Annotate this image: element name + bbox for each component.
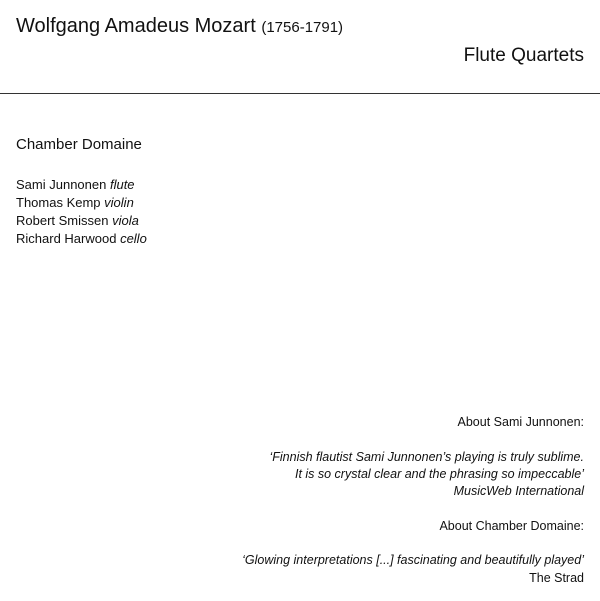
spacer [242, 431, 584, 448]
ensemble-name: Chamber Domaine [16, 136, 142, 153]
performer-instrument: flute [109, 177, 135, 192]
review-quote-line: ‘Glowing interpretations [...] fascinating and beautifully played’ [242, 553, 584, 568]
performer-name: Richard Harwood [16, 231, 117, 246]
performer-instrument: viola [112, 213, 139, 228]
composer-name: Wolfgang Amadeus Mozart [16, 15, 256, 37]
composer-heading [16, 13, 343, 41]
performer-instrument: cello [120, 231, 147, 246]
review-source: MusicWeb International [453, 484, 584, 499]
work-title: Flute Quartets [463, 45, 584, 66]
performer-list [16, 176, 147, 248]
review-quote-line: It is so crystal clear and the phrasing so impeccable’ [294, 466, 584, 481]
performer-item [16, 212, 147, 230]
review-quote-line: ‘Finnish flautist Sami Junnonen’s playing is truly sublime. [269, 449, 584, 464]
reviews-section [242, 414, 584, 587]
review-heading: About Chamber Domaine: [439, 518, 584, 533]
header-divider [0, 93, 600, 94]
review-heading: About Sami Junnonen: [457, 415, 584, 429]
performer-name: Sami Junnonen [16, 177, 107, 192]
performer-item [16, 230, 147, 248]
performer-item [16, 176, 147, 194]
performer-item [16, 194, 147, 212]
performer-instrument: violin [104, 195, 134, 210]
spacer [242, 535, 584, 552]
spacer [242, 500, 584, 517]
performer-name: Thomas Kemp [16, 195, 101, 210]
review-source: The Strad [529, 570, 584, 585]
performer-name: Robert Smissen [16, 213, 109, 228]
composer-dates: (1756-1791) [261, 19, 344, 36]
